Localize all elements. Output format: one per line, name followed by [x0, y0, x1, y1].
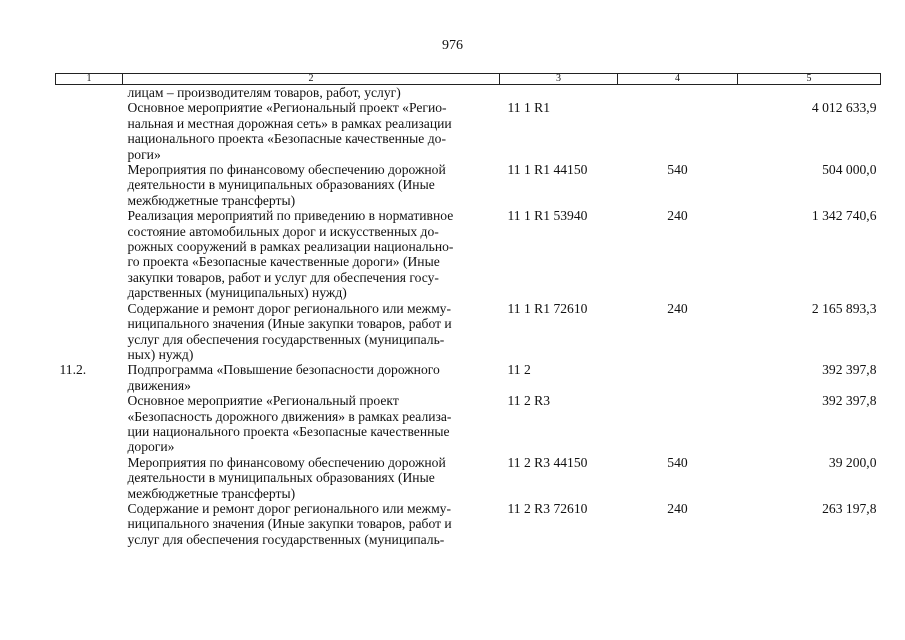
row-target-code: 11 2 R3	[507, 393, 551, 409]
row-number	[56, 301, 123, 363]
row-name-line: дарственных (муниципальных) нужд)	[127, 285, 347, 301]
row-name-line: нальная и местная дорожная сеть» в рамках реализации	[127, 115, 452, 131]
row-name-line: межбюджетные трансферты)	[127, 485, 296, 501]
row-name-line: состояние автомобильных дорог и искусственных до-	[127, 223, 439, 239]
header-col-3: 3	[500, 74, 618, 85]
row-name-line: «Безопасность дорожного движения» в рамках реализа-	[127, 408, 452, 424]
row-sum: 392 397,8	[822, 362, 877, 378]
row-name-line: закупки товаров, работ и услуг для обеспечения госу-	[127, 269, 439, 285]
row-name-line: Содержание и ремонт дорог регионального или межму-	[127, 300, 452, 316]
row-target-code: 11 1 R1 44150	[507, 162, 588, 178]
row-expense-type: 240	[667, 300, 688, 316]
table-row	[56, 100, 881, 162]
row-target-code: 11 1 R1 72610	[507, 300, 588, 316]
row-name-line: деятельности в муниципальных образованиях (Иные	[127, 470, 435, 486]
row-name	[123, 455, 500, 501]
row-name	[123, 100, 500, 162]
row-name	[123, 208, 500, 300]
row-target-code: 11 1 R1 53940	[507, 208, 588, 224]
row-number	[56, 501, 123, 547]
row-number	[56, 85, 123, 101]
row-sum: 392 397,8	[822, 393, 877, 409]
budget-table	[55, 73, 881, 547]
table-row	[56, 393, 881, 455]
header-col-5: 5	[738, 74, 881, 85]
row-name-line: ции национального проекта «Безопасные качественные	[127, 423, 450, 439]
row-name-line: ных) нужд)	[127, 346, 194, 362]
row-target-code: 11 1 R1	[507, 100, 551, 116]
header-row	[56, 74, 881, 85]
row-name-line: национального проекта «Безопасные качественные до-	[127, 131, 446, 147]
row-name-line: деятельности в муниципальных образованиях (Иные	[127, 177, 435, 193]
table-row	[56, 362, 881, 393]
row-name-line: межбюджетные трансферты)	[127, 192, 296, 208]
row-sum: 504 000,0	[822, 162, 877, 178]
row-name	[123, 501, 500, 547]
row-name-line: услуг для обеспечения государственных (муниципаль-	[127, 531, 445, 547]
row-name-line: лицам – производителям товаров, работ, услуг)	[127, 85, 401, 100]
row-number	[56, 208, 123, 300]
table-row	[56, 455, 881, 501]
table-row	[56, 501, 881, 547]
row-name-line: Реализация мероприятий по приведению в нормативное	[127, 208, 454, 224]
row-number	[56, 393, 123, 455]
table-row	[56, 301, 881, 363]
row-name-line: дороги»	[127, 439, 175, 455]
row-name-line: роги»	[127, 146, 161, 162]
row-expense-type: 540	[667, 454, 688, 470]
row-name-line: Содержание и ремонт дорог регионального или межму-	[127, 500, 452, 516]
row-expense-type: 240	[667, 208, 688, 224]
row-sum: 1 342 740,6	[811, 208, 877, 224]
row-name-line: ниципального значения (Иные закупки товаров, работ и	[127, 316, 452, 332]
row-number	[56, 162, 123, 208]
row-name-line: услуг для обеспечения государственных (муниципаль-	[127, 331, 445, 347]
table-row	[56, 208, 881, 300]
row-name	[123, 301, 500, 363]
row-name-line: движения»	[127, 377, 191, 393]
table-row	[56, 85, 881, 101]
header-col-4: 4	[618, 74, 738, 85]
row-number: 11.2.	[59, 362, 87, 378]
row-target-code: 11 2 R3 44150	[507, 454, 588, 470]
page-number: 976	[442, 38, 463, 53]
row-name-line: ниципального значения (Иные закупки товаров, работ и	[127, 516, 452, 532]
row-target-code	[500, 85, 618, 101]
row-sum: 2 165 893,3	[811, 300, 877, 316]
table-body	[56, 85, 881, 548]
row-name	[123, 362, 500, 393]
row-sum	[738, 85, 881, 101]
row-expense-type	[618, 85, 738, 101]
row-name-line: Мероприятия по финансовому обеспечению дорожной	[127, 454, 446, 470]
row-expense-type	[618, 362, 738, 393]
row-name	[123, 393, 500, 455]
row-name-line: Основное мероприятие «Региональный проект	[127, 393, 399, 409]
row-sum: 39 200,0	[828, 454, 877, 470]
row-name-line: го проекта «Безопасные качественные дороги» (Иные	[127, 254, 440, 270]
row-name-line: Основное мероприятие «Региональный проект «Регио-	[127, 100, 447, 116]
header-col-2: 2	[123, 74, 500, 85]
row-target-code: 11 2	[507, 362, 531, 378]
header-col-1: 1	[56, 74, 123, 85]
table-row	[56, 162, 881, 208]
row-target-code: 11 2 R3 72610	[507, 500, 588, 516]
table-header	[56, 74, 881, 85]
row-sum: 263 197,8	[822, 500, 877, 516]
row-name-line: Подпрограмма «Повышение безопасности дорожного	[127, 362, 440, 378]
row-name	[123, 162, 500, 208]
row-expense-type: 240	[667, 500, 688, 516]
row-number	[56, 100, 123, 162]
row-expense-type: 540	[667, 162, 688, 178]
row-name	[123, 85, 500, 101]
row-number	[56, 455, 123, 501]
row-expense-type	[618, 100, 738, 162]
row-name-line: Мероприятия по финансовому обеспечению дорожной	[127, 162, 446, 178]
row-expense-type	[618, 393, 738, 455]
row-sum: 4 012 633,9	[811, 100, 877, 116]
row-name-line: рожных сооружений в рамках реализации национально-	[127, 239, 454, 255]
